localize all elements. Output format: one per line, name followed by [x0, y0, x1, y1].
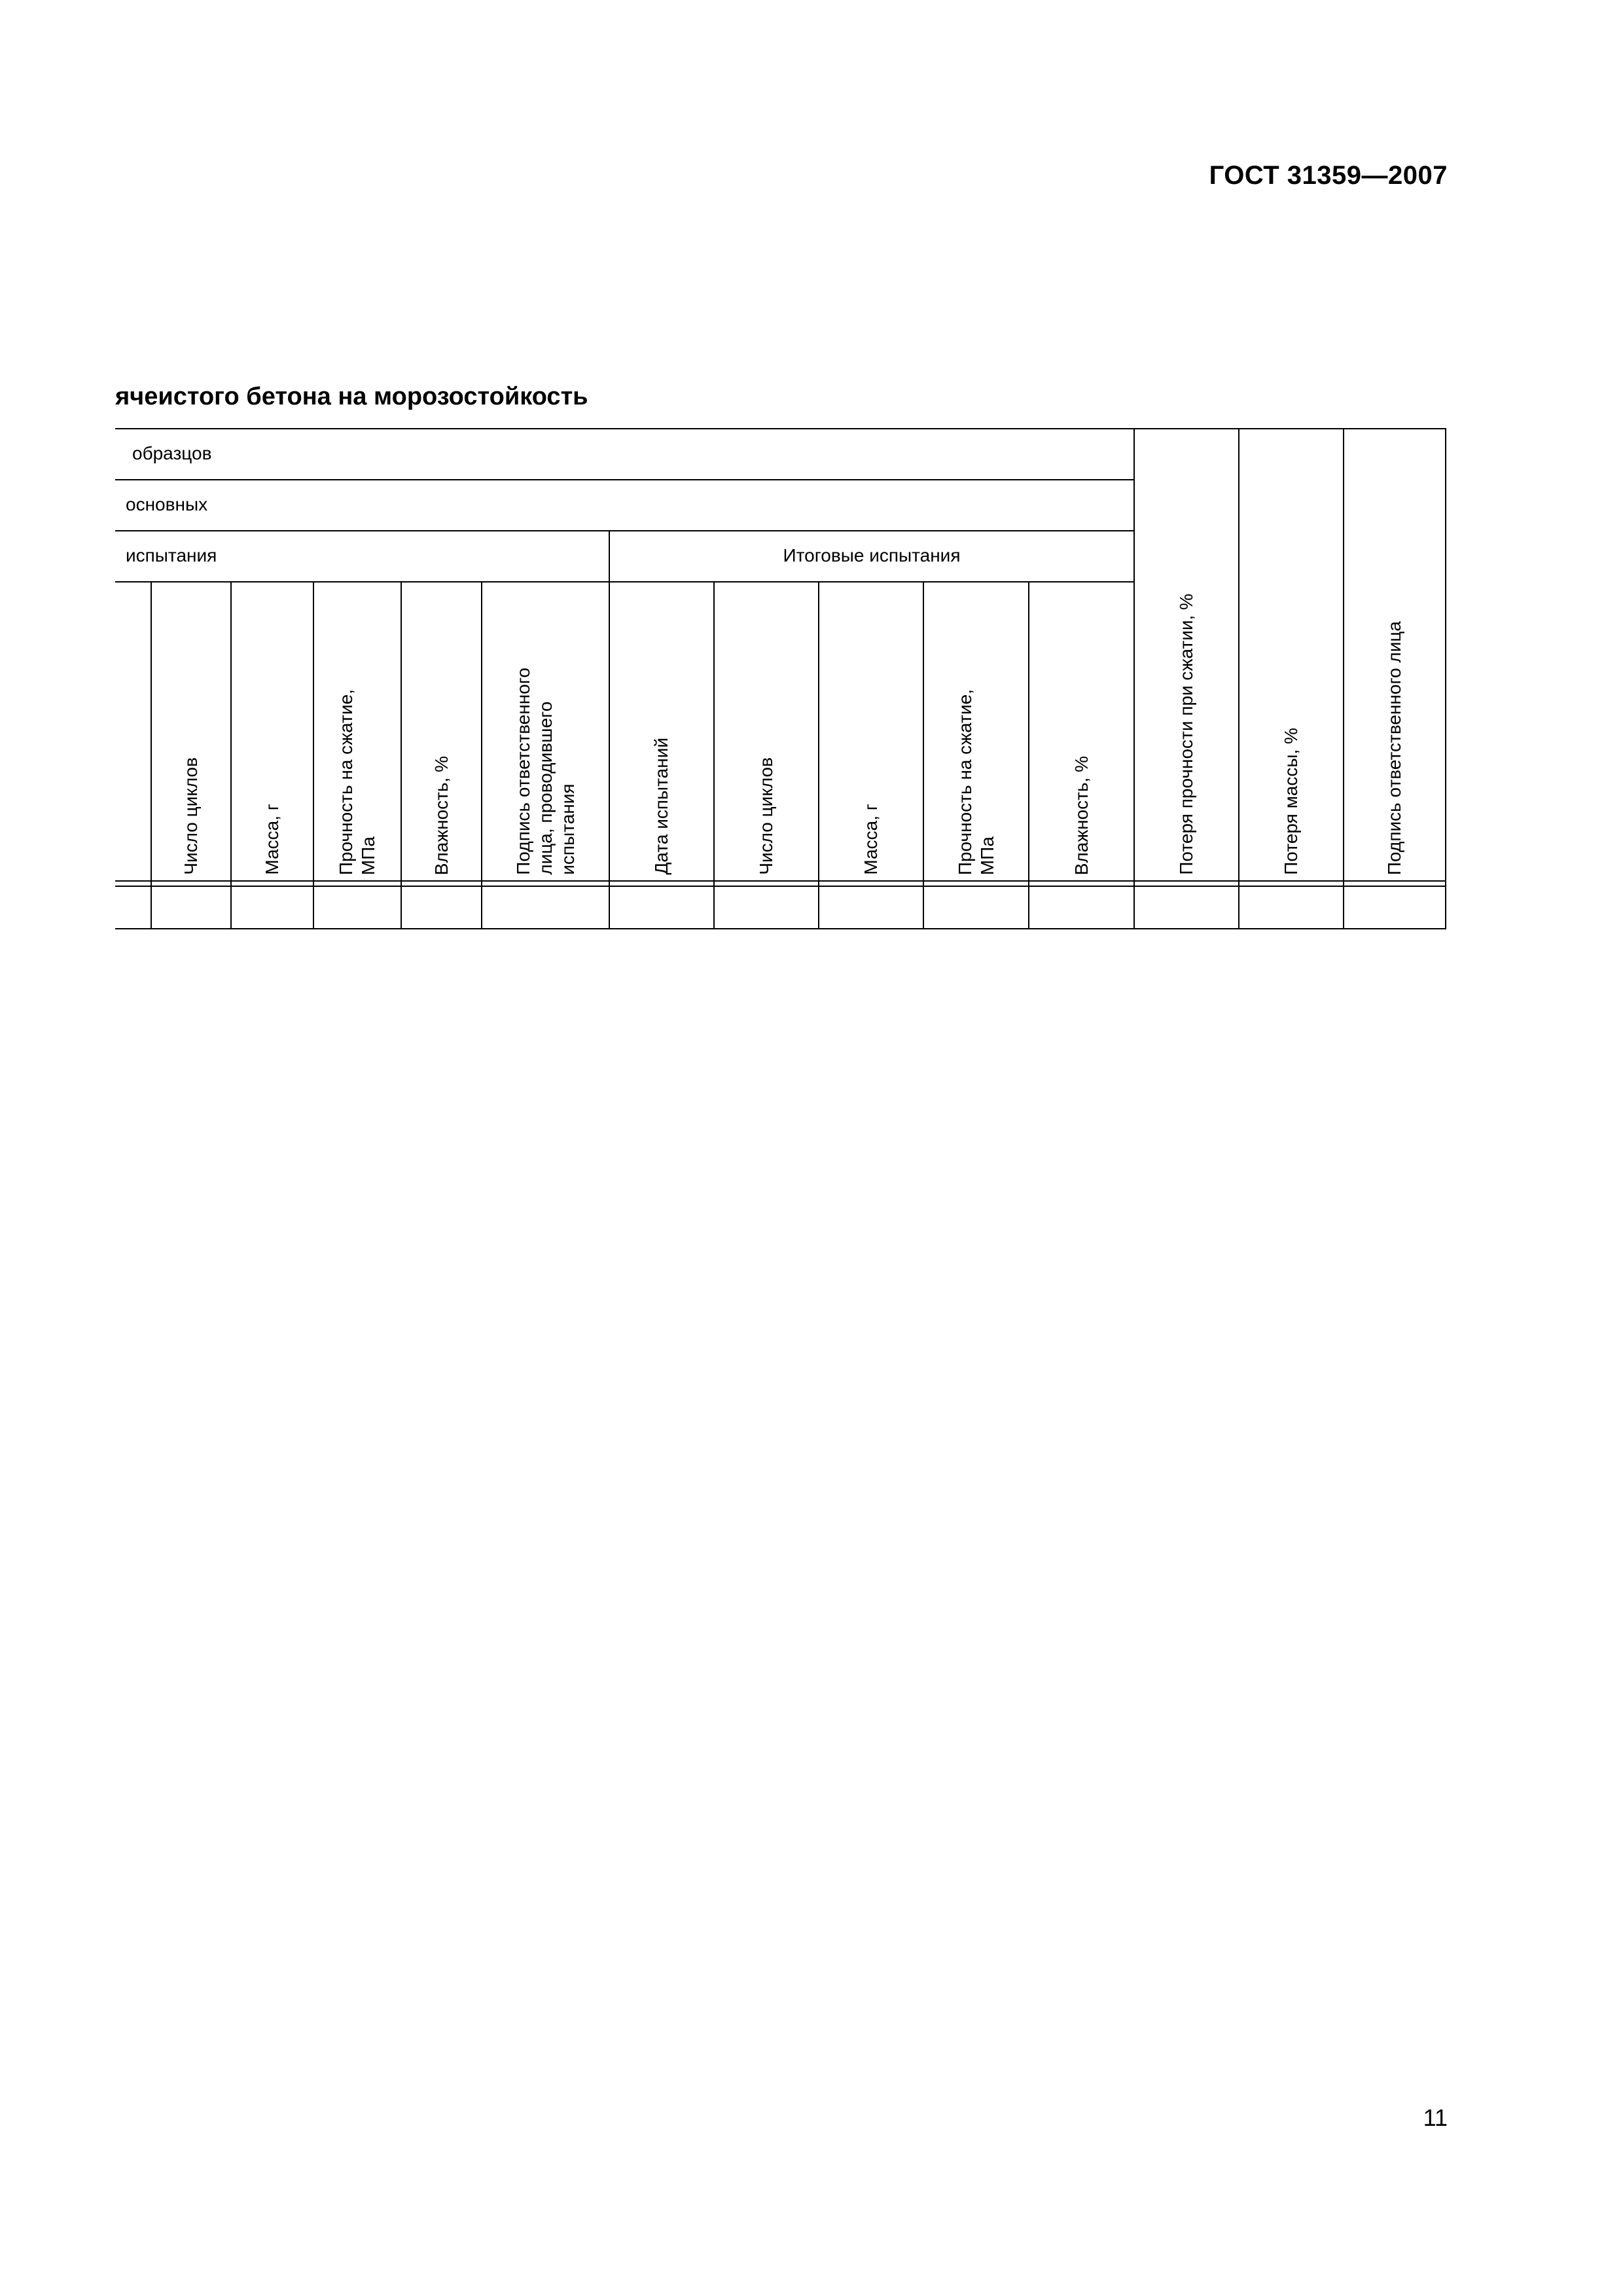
col-mass-1-label: Масса, г	[262, 804, 282, 875]
table-line-row1	[115, 479, 1133, 480]
row-basic-label: основных	[126, 494, 208, 514]
col-mass-2	[819, 587, 923, 880]
col-humidity-2	[1029, 587, 1133, 880]
document-code: ГОСТ 31359—2007	[1209, 161, 1448, 190]
table-line-right	[1445, 428, 1446, 929]
final-tests-label: Итоговые испытания	[783, 545, 961, 565]
page-number: 11	[1423, 2104, 1448, 2131]
col-strength-2	[924, 587, 1028, 880]
col-cycles-2	[715, 587, 818, 880]
col-mass-loss-label: Потеря массы, %	[1281, 728, 1301, 875]
table-line-header-bottom-2	[115, 886, 1446, 887]
table-line-row2	[115, 530, 1133, 531]
col-mass-loss	[1240, 431, 1343, 880]
col-strength-1-label: Прочность на сжатие, МПа	[336, 689, 378, 875]
table-line-bottom	[115, 928, 1446, 929]
col-responsible-signature-label: Подпись ответственного лица	[1384, 620, 1404, 875]
col-strength-1	[314, 587, 401, 880]
col-strength-loss-label: Потеря прочности при сжатии, %	[1176, 594, 1196, 875]
col-strength-loss	[1135, 431, 1238, 880]
col-cycles-1-label: Число циклов	[181, 757, 201, 875]
col-humidity-1	[402, 587, 481, 880]
row-tests-label: испытания	[126, 545, 217, 565]
col-mass-2-label: Масса, г	[861, 804, 881, 875]
table-title: ячеистого бетона на морозостойкость	[115, 383, 588, 410]
col-cycles-2-label: Число циклов	[756, 757, 776, 875]
col-signature-tester	[482, 587, 609, 880]
col-mass-1	[232, 587, 313, 880]
col-test-date	[610, 587, 713, 880]
col-strength-2-label: Прочность на сжатие, МПа	[954, 689, 997, 875]
col-humidity-1-label: Влажность, %	[431, 755, 452, 875]
col-signature-tester-label: Подпись ответственного лица, проводившего испытания	[512, 668, 578, 875]
col-cycles-1	[152, 587, 230, 880]
table-line-row3	[115, 581, 1133, 583]
row-samples-label: образцов	[132, 443, 212, 463]
frost-resistance-test-form-table	[115, 428, 1446, 929]
col-test-date-label: Дата испытаний	[651, 738, 671, 875]
table-line-header-bottom-1	[115, 880, 1446, 882]
col-humidity-2-label: Влажность, %	[1071, 755, 1092, 875]
col-responsible-signature	[1344, 431, 1445, 880]
table-line-top	[115, 428, 1446, 429]
